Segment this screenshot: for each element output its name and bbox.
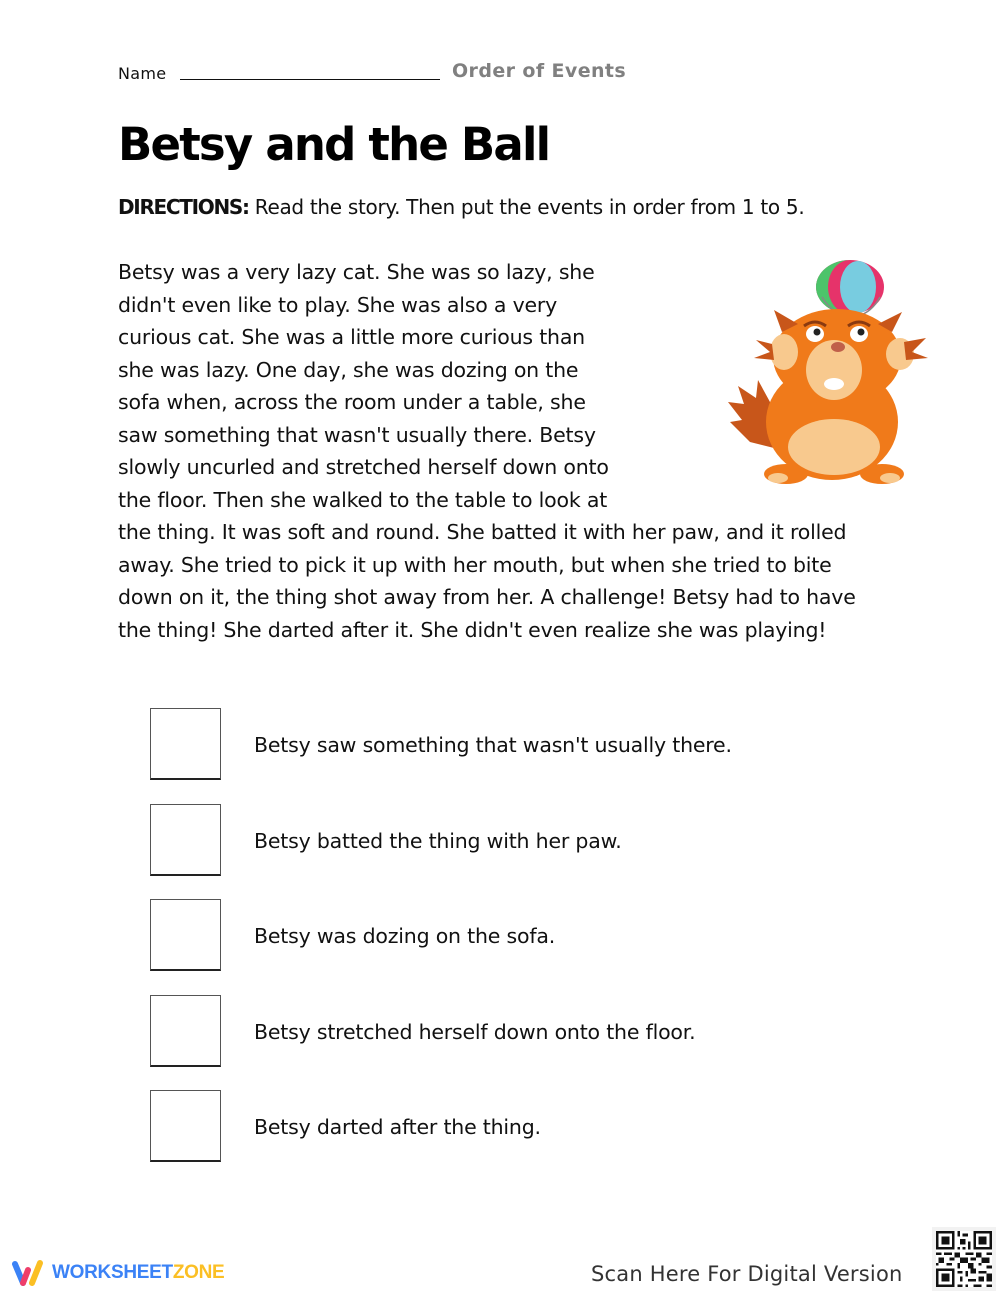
logo-text-zone: ZONE bbox=[172, 1262, 225, 1283]
event-order-box[interactable] bbox=[150, 899, 221, 971]
name-input-line[interactable] bbox=[180, 79, 440, 80]
event-order-box[interactable] bbox=[150, 1090, 221, 1162]
cat-with-ball-icon bbox=[722, 252, 942, 502]
event-text: Betsy batted the thing with her paw. bbox=[254, 828, 622, 853]
name-label: Name bbox=[118, 64, 167, 83]
event-item bbox=[150, 899, 870, 995]
story-text: Betsy was a very lazy cat. She was so lazy, she didn't even like to play. She was also a very curious cat. She was a little more curious than she was lazy. One day, she was dozing on the sofa when, across the room under a table, she saw something that wasn't usually there. Betsy slowly uncurled and stretched herself down onto the floor. Then she walked to the table to look at the thing. It was soft and round. She batted it with her paw, and it rolled away. She tried to pick it up with her mouth, but when she tried to bite down on it, the thing shot away from her. A challenge! Betsy had to have the thing! She darted after it. She didn't even realize she was playing! bbox=[118, 260, 856, 642]
worksheet-type: Order of Events bbox=[452, 60, 627, 82]
events-list bbox=[150, 708, 870, 1186]
directions-label: DIRECTIONS: bbox=[118, 195, 249, 219]
event-text: Betsy saw something that wasn't usually there. bbox=[254, 733, 732, 757]
directions-text: Read the story. Then put the events in order from 1 to 5. bbox=[248, 195, 805, 219]
event-text: Betsy was dozing on the sofa. bbox=[254, 924, 556, 948]
event-order-box[interactable] bbox=[150, 708, 221, 780]
worksheet-zone-logo[interactable] bbox=[10, 1258, 224, 1288]
event-order-box[interactable] bbox=[150, 995, 221, 1067]
directions bbox=[118, 195, 804, 219]
logo-text-worksheet: WORKSHEET bbox=[52, 1262, 173, 1283]
event-item bbox=[150, 804, 870, 900]
event-text: Betsy darted after the thing. bbox=[254, 1115, 541, 1139]
header-row bbox=[118, 60, 658, 86]
event-text: Betsy stretched herself down onto the floor. bbox=[254, 1019, 696, 1044]
logo-mark-icon bbox=[10, 1258, 46, 1288]
qr-code-icon[interactable] bbox=[932, 1227, 996, 1291]
event-item bbox=[150, 995, 870, 1091]
scan-instruction: Scan Here For Digital Version bbox=[591, 1262, 903, 1286]
logo-text bbox=[52, 1262, 224, 1284]
event-item bbox=[150, 708, 870, 804]
page-title: Betsy and the Ball bbox=[118, 118, 550, 171]
ball-icon bbox=[816, 260, 884, 316]
event-item bbox=[150, 1090, 870, 1186]
event-order-box[interactable] bbox=[150, 804, 221, 876]
